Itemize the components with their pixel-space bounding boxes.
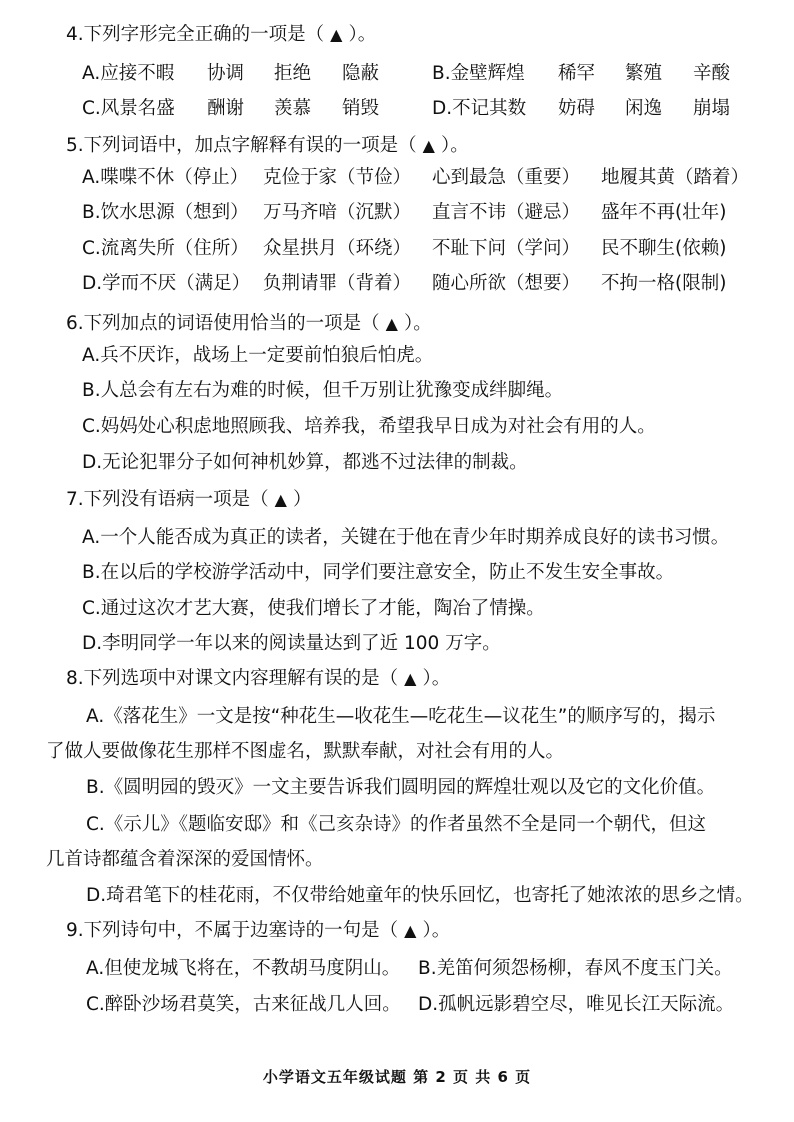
q7-option-b: B.在以后的学校游学活动中，同学们要注意安全，防止不发生安全事故。 bbox=[82, 562, 675, 583]
answer-mark: ▲ bbox=[422, 136, 435, 155]
q4-stem-text: 4.下列字形完全正确的一项是（ bbox=[66, 24, 325, 45]
q5-stem-close: ）。 bbox=[440, 135, 469, 156]
q7-option-d: D.李明同学一年以来的阅读量达到了近 100 万字。 bbox=[82, 633, 501, 654]
q5-option-d: D.学而不厌（满足） bbox=[82, 273, 251, 294]
q6-option-d: D.无论犯罪分子如何神机妙算，都逃不过法律的制裁。 bbox=[82, 452, 528, 473]
q5-item: 众星拱月（环绕） bbox=[263, 238, 412, 259]
q7-stem-text: 7.下列没有语病一项是（ bbox=[66, 489, 269, 510]
q6-stem-close: ）。 bbox=[403, 313, 432, 334]
page-footer: 小学语文五年级试题 第 2 页 共 6 页 bbox=[262, 1068, 532, 1086]
q4-option-d: D.不记其数 bbox=[432, 98, 527, 119]
q5-stem-text: 5.下列词语中，加点字解释有误的一项是（ bbox=[66, 135, 417, 156]
q9-stem-close: ）。 bbox=[422, 920, 451, 941]
q5-item: 不拘一格(限制) bbox=[601, 273, 727, 294]
q5-option-b: B.饮水思源（想到） bbox=[82, 202, 249, 223]
question-4-stem bbox=[66, 22, 376, 48]
q5-item: 负荆请罪（背着） bbox=[263, 273, 412, 294]
q5-item: 直言不讳（避忌） bbox=[432, 202, 581, 223]
q9-option-b: B.羌笛何须怨杨柳，春风不度玉门关。 bbox=[418, 958, 733, 979]
q8-stem-close: ）。 bbox=[422, 668, 451, 689]
q5-item: 随心所欲（想要） bbox=[432, 273, 581, 294]
q6-option-c: C.妈妈处心积虑地照顾我、培养我，希望我早日成为对社会有用的人。 bbox=[82, 416, 656, 437]
q9-option-d: D.孤帆远影碧空尽，唯见长江天际流。 bbox=[418, 994, 735, 1015]
q4-option-a: A.应接不暇 bbox=[82, 63, 175, 84]
q4-word: 繁殖 bbox=[625, 63, 663, 84]
q4-word: 妨碍 bbox=[558, 98, 596, 119]
q4-word: 闲逸 bbox=[625, 98, 663, 119]
q4-word: 隐蔽 bbox=[342, 63, 380, 84]
q5-item: 民不聊生(依赖) bbox=[601, 238, 727, 259]
q4-word: 拒绝 bbox=[274, 63, 312, 84]
q8-option-d: D.琦君笔下的桂花雨，不仅带给她童年的快乐回忆，也寄托了她浓浓的思乡之情。 bbox=[86, 885, 754, 906]
answer-mark: ▲ bbox=[385, 314, 398, 333]
answer-mark: ▲ bbox=[404, 669, 417, 688]
q5-item: 不耻下问（学问） bbox=[432, 238, 581, 259]
q7-option-c: C.通过这次才艺大赛，使我们增长了才能，陶冶了情操。 bbox=[82, 598, 545, 619]
q9-stem-text: 9.下列诗句中，不属于边塞诗的一句是（ bbox=[66, 920, 399, 941]
question-6-stem bbox=[66, 311, 432, 337]
question-7-stem bbox=[66, 487, 311, 513]
q8-stem-text: 8.下列选项中对课文内容理解有误的是（ bbox=[66, 668, 399, 689]
answer-mark: ▲ bbox=[330, 25, 343, 44]
q4-option-c: C.风景名盛 bbox=[82, 98, 175, 119]
answer-mark: ▲ bbox=[274, 490, 287, 509]
q4-word: 酬谢 bbox=[207, 98, 245, 119]
q5-item: 万马齐喑（沉默） bbox=[263, 202, 412, 223]
q8-option-c-line2: 几首诗都蕴含着深深的爱国情怀。 bbox=[46, 849, 324, 870]
q7-stem-close: ） bbox=[292, 489, 312, 510]
question-8-stem bbox=[66, 666, 450, 692]
q8-option-a-line2: 了做人要做像花生那样不图虚名，默默奉献，对社会有用的人。 bbox=[46, 741, 565, 762]
q9-option-a: A.但使龙城飞将在，不教胡马度阴山。 bbox=[86, 958, 401, 979]
q9-option-c: C.醉卧沙场君莫笑，古来征战几人回。 bbox=[86, 994, 401, 1015]
q4-word: 协调 bbox=[207, 63, 245, 84]
q5-item: 心到最急（重要） bbox=[432, 167, 581, 188]
q4-word: 崩塌 bbox=[693, 98, 731, 119]
q7-option-a: A.一个人能否成为真正的读者，关键在于他在青少年时期养成良好的读书习惯。 bbox=[82, 527, 730, 548]
q8-option-b: B.《圆明园的毁灭》一文主要告诉我们圆明园的辉煌壮观以及它的文化价值。 bbox=[86, 777, 716, 798]
q5-item: 克俭于家（节俭） bbox=[263, 167, 412, 188]
q4-stem-close: ）。 bbox=[348, 24, 377, 45]
q6-option-b: B.人总会有左右为难的时候，但千万别让犹豫变成绊脚绳。 bbox=[82, 380, 564, 401]
q5-item: 盛年不再(壮年) bbox=[601, 202, 727, 223]
q4-word: 辛酸 bbox=[693, 63, 731, 84]
q5-option-a: A.喋喋不休（停止） bbox=[82, 167, 249, 188]
answer-mark: ▲ bbox=[404, 921, 417, 940]
q4-word: 羡慕 bbox=[274, 98, 312, 119]
q4-option-b: B.金壁辉煌 bbox=[432, 63, 525, 84]
q8-option-c-line1: C.《示儿》《题临安邸》和《己亥杂诗》的作者虽然不全是同一个朝代，但这 bbox=[86, 814, 707, 835]
q6-option-a: A.兵不厌诈，战场上一定要前怕狼后怕虎。 bbox=[82, 345, 434, 366]
q8-option-a-line1: A.《落花生》一文是按“种花生—收花生—吃花生—议花生”的顺序写的，揭示 bbox=[86, 706, 716, 727]
question-5-stem bbox=[66, 133, 469, 159]
q6-stem-text: 6.下列加点的词语使用恰当的一项是（ bbox=[66, 313, 380, 334]
q5-option-c: C.流离失所（住所） bbox=[82, 238, 249, 259]
q4-word: 销毁 bbox=[342, 98, 380, 119]
q4-word: 稀罕 bbox=[558, 63, 596, 84]
q5-item: 地履其黄（踏着） bbox=[601, 167, 750, 188]
question-9-stem bbox=[66, 918, 450, 944]
